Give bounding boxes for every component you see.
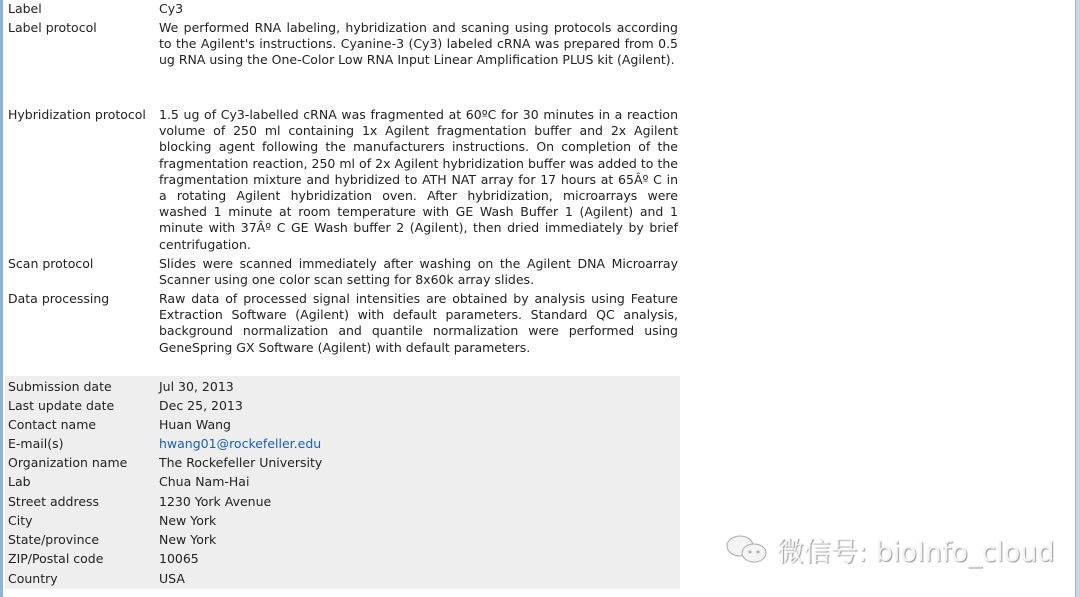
field-value: 1.5 ug of Cy3-labelled cRNA was fragmented at 60ºC for 30 minutes in a reaction volume of 250 ml containing 1x Agilent fragmentation buffer and 2x Agilent blocking agent following the manufacturers instructions. On completion of the fragmentation reaction, 250 ml of 2x Agilent hybridization buffer was added to the fragmentation mixture and hybridized to ATH NAT array for 17 hours at 65Âº C in a rotating Agilent hybridization oven. After hybridization, microarrays were washed 1 minute at room temperature with GE Wash Buffer 1 (Agilent) and 1 minute with 37Âº C GE Wash buffer 2 (Agilent), then dried immediately by brief centrifugation. — [159, 107, 678, 252]
row-hybridization-protocol — [8, 107, 678, 253]
field-label: Label — [8, 1, 42, 16]
field-value: New York — [159, 513, 217, 528]
row-street — [8, 492, 271, 511]
row-last-update — [8, 396, 243, 415]
field-label: Country — [8, 571, 58, 586]
field-label: Submission date — [8, 379, 112, 394]
row-label-protocol — [8, 20, 678, 69]
field-value: Jul 30, 2013 — [159, 379, 234, 394]
window-left-border — [0, 0, 3, 597]
field-value: 1230 York Avenue — [159, 494, 272, 509]
field-label: Last update date — [8, 398, 115, 413]
row-zip — [8, 549, 199, 568]
row-label — [8, 1, 678, 17]
field-label: Data processing — [8, 291, 110, 306]
row-state — [8, 530, 216, 549]
field-value: Raw data of processed signal intensities are obtained by analysis using Feature Extraction Software (Agilent) with default parameters. Standard QC analysis, background normalization and quantile normalization were performed using GeneSpring GX Software (Agilent) with default parameters. — [159, 291, 678, 355]
field-label: Contact name — [8, 417, 97, 432]
field-value: The Rockefeller University — [159, 455, 323, 470]
row-contact-name — [8, 415, 231, 434]
row-data-processing — [8, 291, 678, 356]
field-value: Huan Wang — [159, 417, 231, 432]
field-label: ZIP/Postal code — [8, 551, 104, 566]
field-label: E-mail(s) — [8, 436, 64, 451]
field-label: Label protocol — [8, 20, 97, 35]
field-label: City — [8, 513, 33, 528]
field-label: Street address — [8, 494, 100, 509]
row-email — [8, 434, 321, 453]
row-country — [8, 569, 185, 588]
email-link[interactable]: hwang01@rockefeller.edu — [159, 436, 322, 451]
scrollbar[interactable] — [1075, 0, 1080, 597]
field-label: State/province — [8, 532, 100, 547]
row-organization — [8, 453, 322, 472]
row-lab — [8, 472, 249, 491]
watermark — [725, 530, 1055, 569]
row-city — [8, 511, 216, 530]
field-value: USA — [159, 571, 185, 586]
field-value: 10065 — [159, 551, 199, 566]
field-value: Dec 25, 2013 — [159, 398, 243, 413]
field-label: Lab — [8, 474, 31, 489]
field-value: Slides were scanned immediately after washing on the Agilent DNA Microarray Scanner using one color scan setting for 8x60k array slides. — [159, 256, 678, 288]
field-value: New York — [159, 532, 217, 547]
row-scan-protocol — [8, 256, 678, 288]
field-label: Hybridization protocol — [8, 107, 146, 122]
watermark-text: 微信号: bioInfo_cloud — [777, 537, 1055, 568]
field-value: Cy3 — [159, 1, 184, 16]
field-value: Chua Nam-Hai — [159, 474, 250, 489]
field-label: Scan protocol — [8, 256, 94, 271]
field-label: Organization name — [8, 455, 128, 470]
field-value: We performed RNA labeling, hybridization and scaning using protocols according to the Agilent's instructions. Cyanine-3 (Cy3) labeled cRNA was prepared from 0.5 ug RNA using the One-Color Low RNA Input Linear Amplification PLUS kit (Agilent). — [159, 20, 678, 68]
wechat-icon — [725, 533, 771, 567]
row-submission-date — [8, 377, 234, 396]
